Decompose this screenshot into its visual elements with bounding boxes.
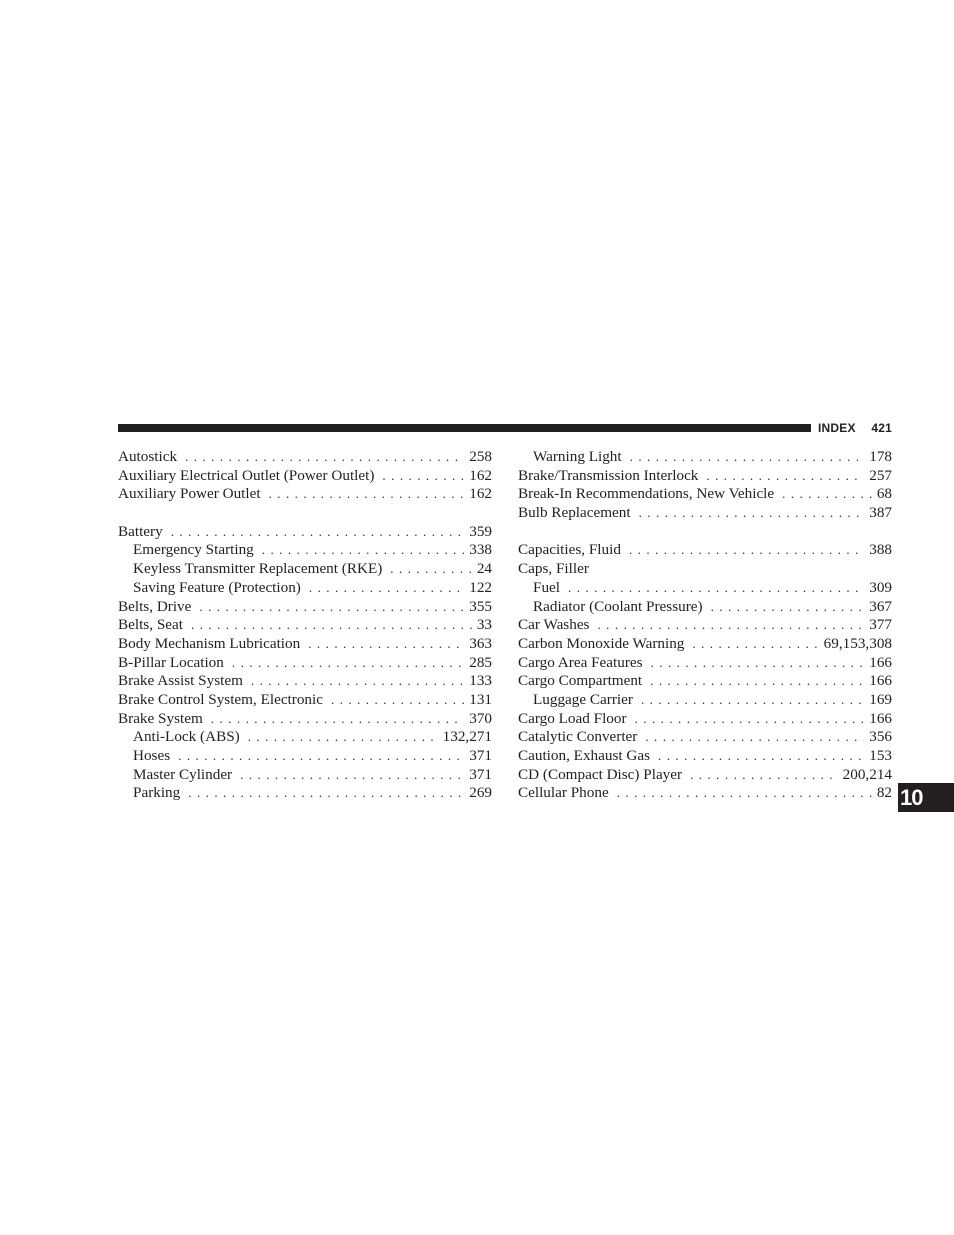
index-term: Brake System: [118, 709, 203, 727]
index-subentry: [518, 691, 892, 710]
dot-leader: [262, 541, 464, 560]
index-page-ref: 24: [476, 560, 492, 578]
index-page-ref: 363: [469, 634, 492, 652]
dot-leader: [617, 784, 872, 803]
index-page-ref: 122: [469, 578, 492, 596]
index-page-ref: 387: [869, 504, 892, 522]
index-page-ref: 388: [869, 541, 892, 559]
index-subentry: [118, 747, 492, 766]
index-gap: [118, 504, 492, 523]
index-term: Break-In Recommendations, New Vehicle: [518, 485, 775, 503]
index-page-ref: 377: [869, 616, 892, 634]
index-page-ref: 178: [869, 448, 892, 465]
index-subentry: [118, 766, 492, 785]
index-term: Brake/Transmission Interlock: [518, 466, 699, 484]
index-page-ref: 371: [469, 747, 492, 764]
index-entry: [118, 654, 492, 673]
index-term: Capacities, Fluid: [518, 541, 621, 559]
index-entry: [518, 784, 892, 803]
index-term: Brake Control System, Electronic: [118, 690, 323, 708]
index-entry: [118, 485, 492, 504]
dot-leader: [251, 672, 464, 691]
dot-leader: [645, 728, 864, 747]
dot-leader: [248, 728, 438, 747]
dot-leader: [690, 766, 838, 785]
dot-leader: [178, 747, 464, 766]
index-term: Luggage Carrier: [533, 690, 633, 708]
index-entry: [118, 467, 492, 486]
dot-leader: [597, 616, 864, 635]
page-number: 421: [871, 421, 892, 435]
dot-leader: [641, 691, 864, 710]
dot-leader: [658, 747, 864, 766]
index-term: Auxiliary Electrical Outlet (Power Outlet): [118, 466, 375, 484]
index-page-ref: 309: [869, 578, 892, 596]
index-page-ref: 370: [469, 709, 492, 727]
index-page-ref: 133: [469, 672, 492, 690]
section-label: INDEX: [818, 421, 856, 435]
index-subentry: [118, 541, 492, 560]
index-page-ref: 166: [869, 709, 892, 727]
index-term: Saving Feature (Protection): [133, 578, 301, 596]
index-term: Carbon Monoxide Warning: [518, 634, 685, 652]
index-entry: [518, 467, 892, 486]
dot-leader: [706, 467, 864, 486]
dot-leader: [568, 579, 864, 598]
index-subentry: [118, 728, 492, 747]
dot-leader: [232, 654, 464, 673]
index-entry: [518, 747, 892, 766]
index-subentry: [518, 598, 892, 617]
index-page-ref: 153: [869, 747, 892, 764]
index-entry: [518, 504, 892, 523]
dot-leader: [331, 691, 464, 710]
index-page-ref: 258: [469, 448, 492, 465]
index-entry: [518, 728, 892, 747]
index-page-ref: 355: [469, 597, 492, 615]
index-page-ref: 367: [869, 597, 892, 615]
index-entry: [518, 654, 892, 673]
dot-leader: [269, 485, 465, 504]
dot-leader: [171, 523, 465, 542]
index-term: Parking: [133, 784, 181, 802]
index-term: Anti-Lock (ABS): [133, 728, 240, 746]
dot-leader: [240, 766, 464, 785]
index-page-ref: 269: [469, 784, 492, 802]
index-page-ref: 371: [469, 765, 492, 783]
index-subentry: [518, 579, 892, 598]
index-entry: [518, 560, 892, 579]
index-entry: [518, 635, 892, 654]
page-header: [818, 420, 892, 436]
index-subentry: [118, 579, 492, 598]
index-term: Keyless Transmitter Replacement (RKE): [133, 560, 383, 578]
index-term: Radiator (Coolant Pressure): [533, 597, 703, 615]
index-term: Catalytic Converter: [518, 728, 638, 746]
index-page-ref: 166: [869, 672, 892, 690]
dot-leader: [382, 467, 464, 486]
index-term: Caution, Exhaust Gas: [518, 747, 651, 764]
dot-leader: [650, 672, 864, 691]
index-term: Autostick: [118, 448, 178, 465]
index-page-ref: 82: [876, 784, 892, 802]
dot-leader: [692, 635, 818, 654]
index-term: CD (Compact Disc) Player: [518, 765, 683, 783]
index-entry: [518, 710, 892, 729]
index-column-right: [518, 448, 892, 803]
chapter-tab: 10: [898, 783, 954, 812]
index-page-ref: 356: [869, 728, 892, 746]
index-entry: [518, 541, 892, 560]
index-entry: [118, 523, 492, 542]
dot-leader: [630, 448, 865, 467]
dot-leader: [191, 616, 472, 635]
dot-leader: [390, 560, 472, 579]
index-term: Body Mechanism Lubrication: [118, 634, 301, 652]
index-term: Cellular Phone: [518, 784, 609, 802]
index-subentry: [518, 448, 892, 467]
dot-leader: [635, 710, 865, 729]
index-term: Fuel: [533, 578, 561, 596]
index-term: Emergency Starting: [133, 541, 254, 559]
index-page-ref: 338: [469, 541, 492, 559]
index-subentry: [118, 560, 492, 579]
index-page-ref: 169: [869, 690, 892, 708]
index-entry: [118, 616, 492, 635]
index-page-ref: 285: [469, 653, 492, 671]
dot-leader: [629, 541, 864, 560]
index-entry: [118, 598, 492, 617]
dot-leader: [309, 579, 464, 598]
index-entry: [518, 616, 892, 635]
index-term: Master Cylinder: [133, 765, 233, 783]
index-page-ref: 162: [469, 485, 492, 503]
index-term: Bulb Replacement: [518, 504, 631, 522]
dot-leader: [199, 598, 464, 617]
index-term: Hoses: [133, 747, 171, 764]
index-term: Caps, Filler: [518, 560, 589, 578]
header-rule: [118, 424, 811, 432]
index-term: B-Pillar Location: [118, 653, 224, 671]
index-column-left: [118, 448, 492, 803]
dot-leader: [651, 654, 865, 673]
index-gap: [518, 523, 892, 542]
dot-leader: [711, 598, 865, 617]
index-entry: [518, 672, 892, 691]
index-page-ref: 257: [869, 466, 892, 484]
dot-leader: [782, 485, 872, 504]
index-entry: [118, 691, 492, 710]
index-entry: [518, 485, 892, 504]
index-page-ref: 132,271: [442, 728, 492, 746]
dot-leader: [185, 448, 464, 467]
index-term: Cargo Load Floor: [518, 709, 627, 727]
index-term: Cargo Area Features: [518, 653, 643, 671]
index-page-ref: 69,153,308: [823, 634, 892, 652]
index-page-ref: 33: [476, 616, 492, 634]
index-entry: [118, 710, 492, 729]
dot-leader: [308, 635, 464, 654]
index-subentry: [118, 784, 492, 803]
index-term: Brake Assist System: [118, 672, 243, 690]
dot-leader: [211, 710, 464, 729]
index-page-ref: 131: [469, 690, 492, 708]
index-entry: [118, 448, 492, 467]
index-term: Battery: [118, 522, 163, 540]
index-page-ref: 68: [876, 485, 892, 503]
index-term: Warning Light: [533, 448, 622, 465]
dot-leader: [639, 504, 865, 523]
index-page-ref: 162: [469, 466, 492, 484]
index-term: Car Washes: [518, 616, 590, 634]
index-term: Cargo Compartment: [518, 672, 643, 690]
index-term: Auxiliary Power Outlet: [118, 485, 261, 503]
index-entry: [518, 766, 892, 785]
index-term: Belts, Drive: [118, 597, 192, 615]
index-page-ref: 166: [869, 653, 892, 671]
index-entry: [118, 672, 492, 691]
dot-leader: [188, 784, 464, 803]
index-page-ref: 359: [469, 522, 492, 540]
index-entry: [118, 635, 492, 654]
index-page-ref: 200,214: [842, 765, 892, 783]
index-term: Belts, Seat: [118, 616, 183, 634]
